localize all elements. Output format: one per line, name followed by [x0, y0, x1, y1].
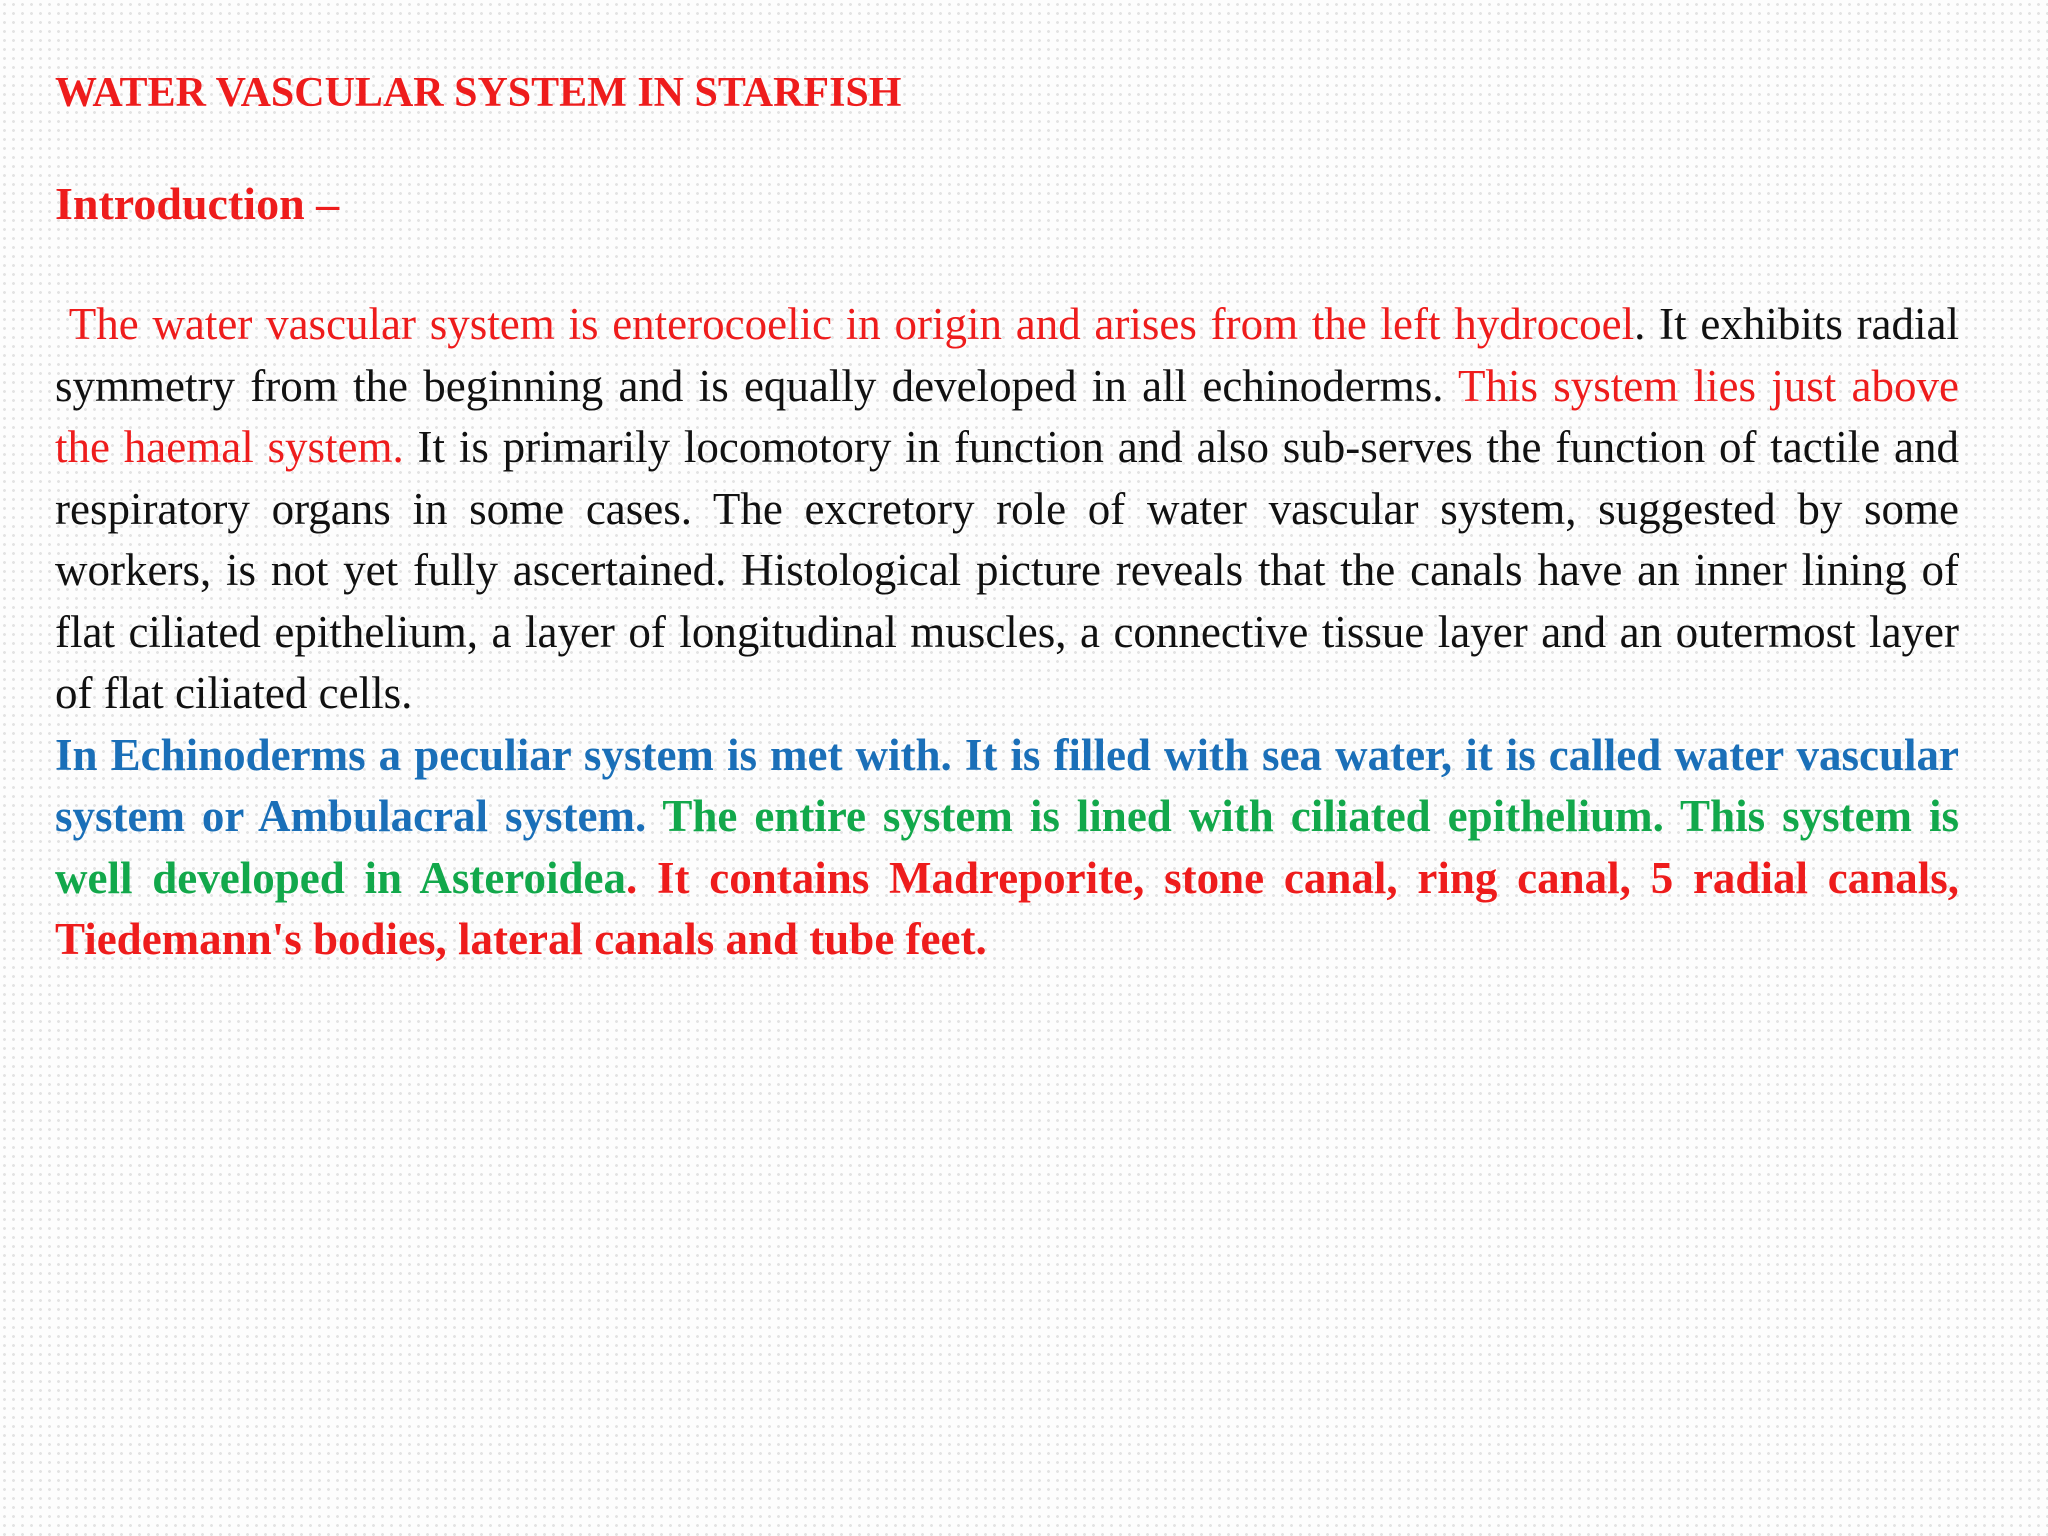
origin-sentence: The water vascular system is enterocoelic in origin and arises from the left hydrocoel: [68, 299, 1635, 349]
components-sentence: . It contains Madreporite, stone canal, ring canal, 5 radial canals, Tiedemann's bodies, lateral canals and tube feet.: [55, 852, 1959, 964]
symmetry-sentence: . It exhibits radial symmetry from the beginning and is equally developed in all echinoderms.: [55, 299, 1960, 411]
function-histology-text: It is primarily locomotory in function and also sub-serves the function of tactile and respiratory organs in some cases. The excretory role of water vascular system, suggested by some workers, is not yet fully ascertained. Histological picture reveals that the canals have an inner lining of flat ciliated epithelium, a layer of longitudinal muscles, a connective tissue layer and an outermost layer of flat ciliated cells.: [55, 422, 1959, 718]
paragraph-introduction: [55, 294, 1959, 725]
section-heading: Introduction –: [55, 178, 340, 229]
slide-title: WATER VASCULAR SYSTEM IN STARFISH: [55, 70, 902, 116]
slide: [55, 0, 1959, 1536]
paragraph-ambulacral: [55, 725, 1959, 971]
body-text: [55, 294, 1959, 971]
lining-sentence: The entire system is lined with ciliated epithelium. This system is well developed in Asteroidea: [55, 791, 1959, 903]
definition-sentence: In Echinoderms a peculiar system is met with. It is filled with sea water, it is called water vascular system or Ambulacral system.: [55, 729, 1959, 841]
position-sentence: This system lies just above the haemal system.: [55, 360, 1959, 472]
